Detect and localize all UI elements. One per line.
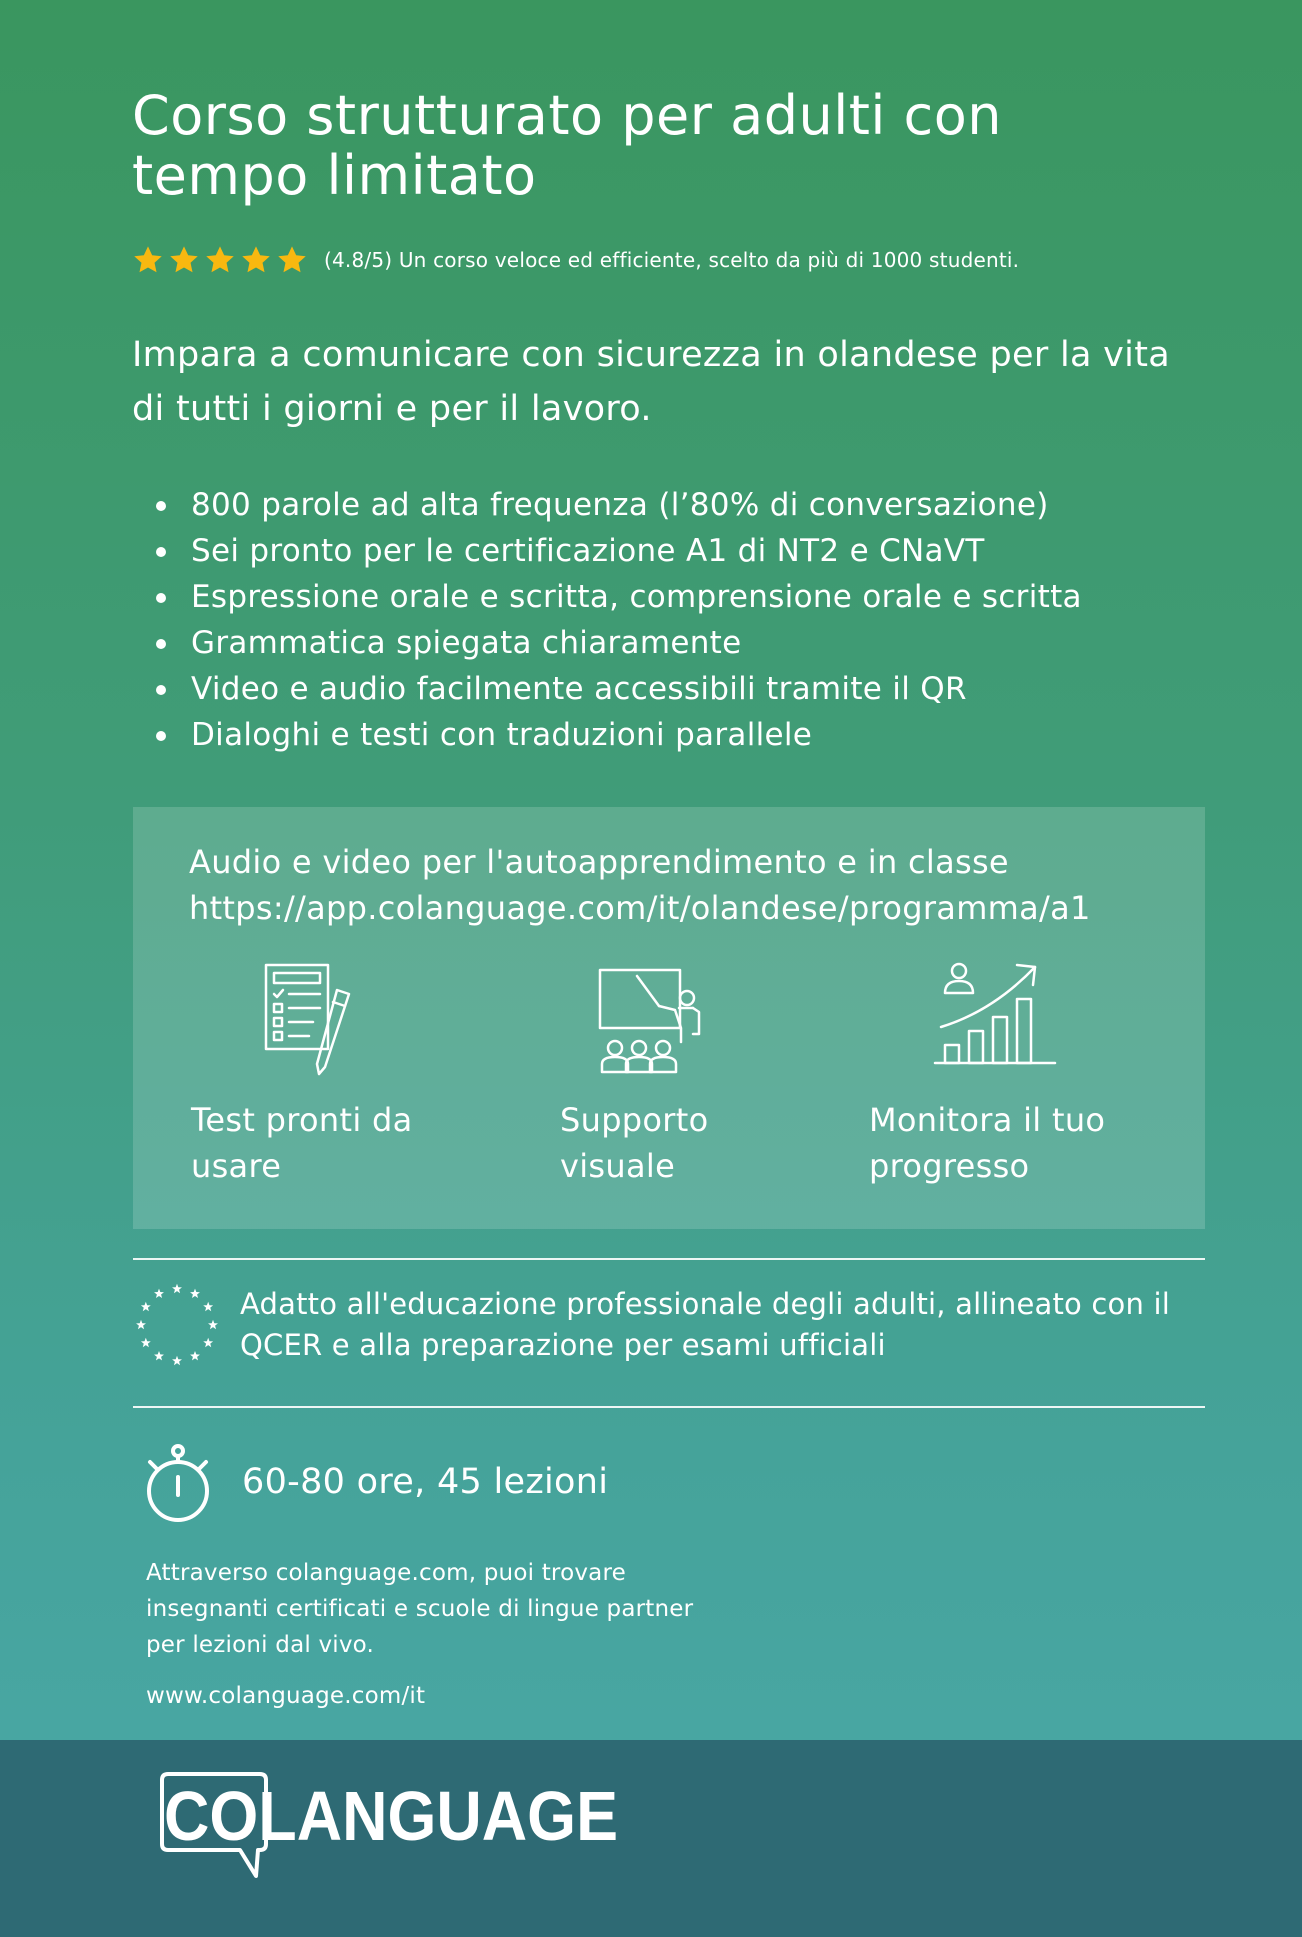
footer [0, 1740, 1302, 1937]
rating-stars [132, 244, 308, 276]
eu-description: Adatto all'educazione professionale degli adulti, allineato con il QCER e alla preparazione per esami ufficiali [240, 1287, 1170, 1362]
bullet-icon [156, 593, 166, 603]
eu-star [190, 1289, 200, 1298]
course-duration: 60-80 ore, 45 lezioni [242, 1462, 609, 1502]
star-icon [204, 244, 236, 276]
feature-item [152, 574, 1082, 620]
bullet-icon [156, 639, 166, 649]
feature-item [152, 712, 1082, 758]
resources-panel [133, 807, 1205, 1229]
eu-star [208, 1320, 218, 1329]
page-title: Corso strutturato per adulti con tempo limitato [132, 84, 1003, 207]
tool-label: Monitora il tuo progresso [869, 1101, 1106, 1185]
teachers-text: Attraverso colanguage.com, puoi trovare insegnanti certificati e scuole di lingue partner per lezioni dal vivo. [146, 1560, 694, 1658]
rating-text: (4.8/5) Un corso veloce ed efficiente, scelto da più di 1000 studenti. [324, 248, 1020, 272]
website-link[interactable]: www.colanguage.com/it [146, 1683, 426, 1709]
rating [132, 244, 1019, 276]
eu-star [203, 1338, 213, 1347]
feature-list [152, 482, 1082, 758]
feature-text: 800 parole ad alta frequenza (l’80% di conversazione) [191, 487, 1049, 523]
teacher-presentation-icon [597, 962, 709, 1076]
feature-item [152, 528, 1082, 574]
star-icon [240, 244, 272, 276]
feature-item [152, 482, 1082, 528]
feature-item [152, 620, 1082, 666]
eu-stars-icon [133, 1281, 221, 1369]
colanguage-logo[interactable] [160, 1770, 620, 1882]
divider [133, 1258, 1205, 1260]
eu-star [203, 1302, 213, 1311]
tool-label: Supporto visuale [560, 1101, 709, 1185]
eu-star [190, 1351, 200, 1360]
eu-star [141, 1302, 151, 1311]
program-link[interactable]: https://app.colanguage.com/it/olandese/programma/a1 [189, 889, 1091, 927]
star-icon [132, 244, 164, 276]
eu-star [154, 1289, 164, 1298]
eu-star [172, 1284, 182, 1293]
feature-text: Sei pronto per le certificazione A1 di NT2 e CNaVT [191, 533, 985, 569]
bullet-icon [156, 685, 166, 695]
eu-star [136, 1320, 146, 1329]
eu-star [154, 1351, 164, 1360]
panel-heading: Audio e video per l'autoapprendimento e in classe [189, 843, 1009, 881]
eu-star [172, 1356, 182, 1365]
bullet-icon [156, 547, 166, 557]
progress-chart-icon [933, 959, 1059, 1069]
tool-label: Test pronti da usare [191, 1101, 413, 1185]
feature-item [152, 666, 1082, 712]
bullet-icon [156, 731, 166, 741]
intro-text: Impara a comunicare con sicurezza in olandese per la vita di tutti i giorni e per il lavoro. [132, 335, 1170, 429]
bullet-icon [156, 501, 166, 511]
feature-text: Video e audio facilmente accessibili tramite il QR [191, 671, 967, 707]
star-icon [276, 244, 308, 276]
logo-text: COLANGUAGE [164, 1777, 618, 1855]
feature-text: Grammatica spiegata chiaramente [191, 625, 742, 661]
stopwatch-icon [143, 1443, 213, 1523]
divider [133, 1406, 1205, 1408]
feature-text: Espressione orale e scritta, comprensione orale e scritta [191, 579, 1082, 615]
feature-text: Dialoghi e testi con traduzioni parallele [191, 717, 813, 753]
star-icon [168, 244, 200, 276]
eu-star [141, 1338, 151, 1347]
checklist-test-icon [263, 962, 355, 1080]
